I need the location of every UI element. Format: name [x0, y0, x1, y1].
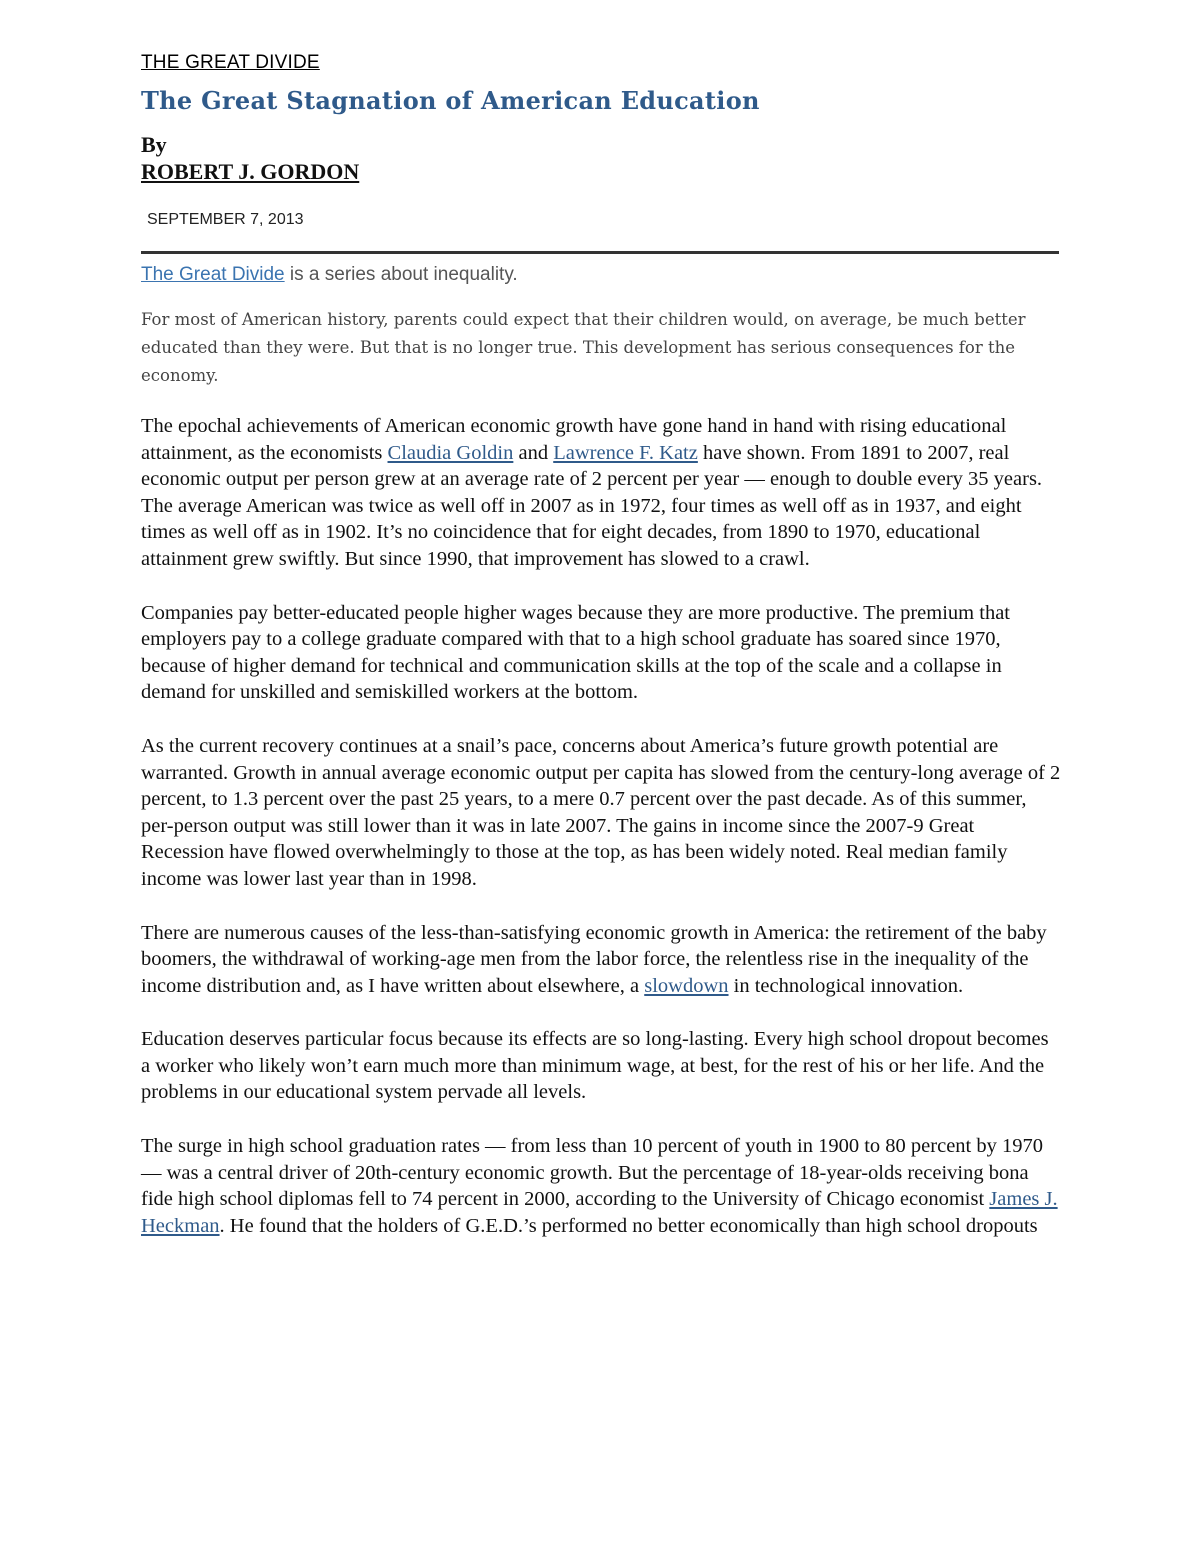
article-deck: For most of American history, parents could expect that their children would, on average, be much better educated than they were. But that is no longer true. This development has serious consequences for the economy.	[141, 310, 1026, 385]
paragraph-3: As the current recovery continues at a snail’s pace, concerns about America’s future growth potential are warranted. Growth in annual average economic output per capita has slowed from the century-long average of 2 percent, to 1.3 percent over the past 25 years, to a mere 0.7 percent over the past decade. As of this summer, per-person output was still lower than it was in late 2007. The gains in income since the 2007-9 Great Recession have flowed overwhelmingly to those at the top, as has been widely noted. Real median family income was lower last year than in 1998.	[141, 734, 1061, 890]
divider-rule	[141, 251, 1059, 254]
link-lawrence-katz[interactable]: Lawrence F. Katz	[553, 441, 698, 464]
section-label: THE GREAT DIVIDE	[141, 52, 320, 73]
series-note-text: is a series about inequality.	[284, 264, 518, 285]
headline: The Great Stagnation of American Education	[141, 86, 760, 115]
paragraph-text: have shown. From 1891 to 2007, real economic output per person grew at an average rate of 2 percent per year — enough to double every 35 years. The average American was twice as well off in 2007 as in 1972, four times as well off as in 1937, and eight times as well off as in 1902. It’s no coincidence that for eight decades, from 1890 to 1970, educational attainment grew swiftly. But since 1990, that improvement has slowed to a crawl.	[141, 441, 1043, 570]
link-james-heckman[interactable]: James J. Heckman	[141, 1188, 1058, 1237]
paragraph-6	[141, 1133, 1061, 1239]
paragraph-text: The surge in high school graduation rates — from less than 10 percent of youth in 1900 to 80 percent by 1970 — was a central driver of 20th-century economic growth. But the percentage of 18-year-olds receiving bona fide high school diplomas fell to 74 percent in 2000, according to the University of Chicago economist	[141, 1135, 1043, 1211]
paragraph-text: There are numerous causes of the less-than-satisfying economic growth in America: the retirement of the baby boomers, the withdrawal of working-age men from the labor force, the relentless rise in the inequality of the income distribution and, as I have written about elsewhere, a	[141, 921, 1047, 997]
paragraph-5: Education deserves particular focus because its effects are so long-lasting. Every high school dropout becomes a worker who likely won’t earn much more than minimum wage, at best, for the rest of his or her life. And the problems in our educational system pervade all levels.	[141, 1028, 1049, 1104]
paragraph-2: Companies pay better-educated people higher wages because they are more productive. The premium that employers pay to a college graduate compared with that to a high school graduate has soared since 1970, because of higher demand for technical and communication skills at the top of the scale and a collapse in demand for unskilled and semiskilled workers at the bottom.	[141, 601, 1010, 704]
byline	[141, 131, 1061, 185]
paragraph-text: and	[513, 441, 554, 464]
paragraph-1	[141, 413, 1061, 573]
paragraph-text: in technological innovation.	[728, 974, 964, 997]
paragraph-4	[141, 920, 1061, 1000]
author-name: ROBERT J. GORDON	[141, 159, 360, 184]
link-claudia-goldin[interactable]: Claudia Goldin	[387, 441, 514, 464]
paragraph-text: The epochal achievements of American economic growth have gone hand in hand with rising educational attainment, as the economists	[141, 415, 1007, 464]
article-page	[141, 52, 1061, 1239]
byline-by: By	[141, 132, 167, 157]
publish-date: SEPTEMBER 7, 2013	[147, 211, 304, 228]
series-link[interactable]: The Great Divide	[141, 264, 285, 285]
series-note	[141, 264, 1061, 286]
paragraph-text: . He found that the holders of G.E.D.’s performed no better economically than high school dropouts	[219, 1214, 1038, 1237]
link-slowdown[interactable]: slowdown	[644, 974, 729, 997]
